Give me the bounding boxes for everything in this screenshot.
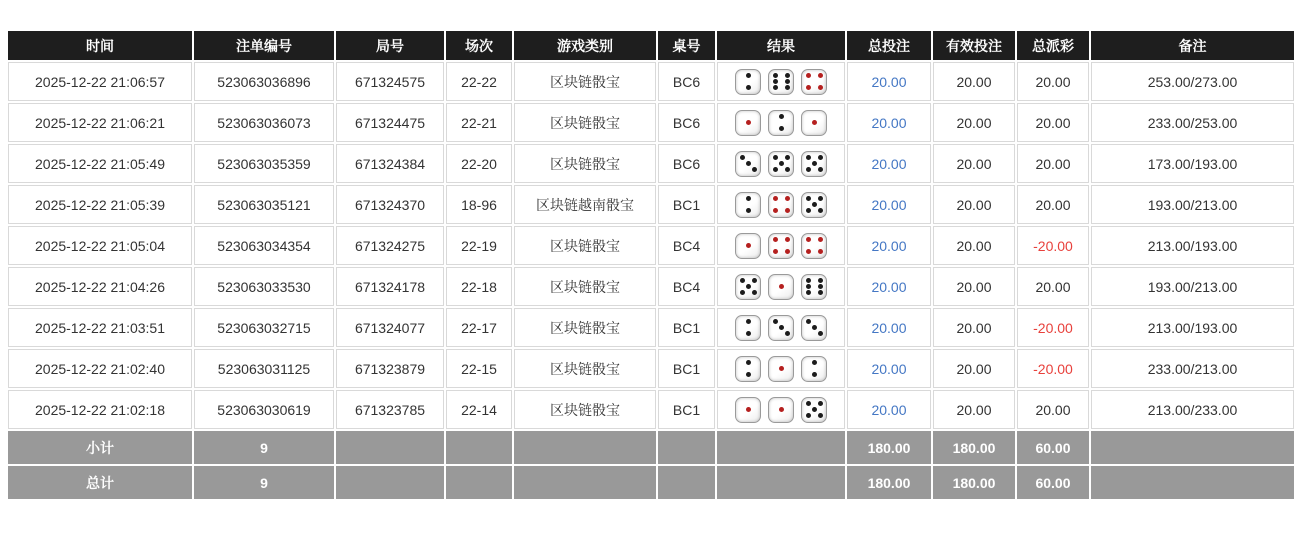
cell-total-bet[interactable]: 20.00: [847, 390, 931, 429]
subtotal-valid-bet: 180.00: [933, 431, 1015, 464]
die-1-icon: [768, 356, 794, 382]
die-1-icon: [801, 110, 827, 136]
cell-round: 671324475: [336, 103, 444, 142]
die-3-icon: [768, 315, 794, 341]
cell-session: 22-14: [446, 390, 512, 429]
cell-result: [717, 267, 845, 306]
cell-valid-bet: 20.00: [933, 144, 1015, 183]
subtotal-empty: [658, 431, 715, 464]
cell-result: [717, 103, 845, 142]
die-4-icon: [801, 69, 827, 95]
cell-table-no: BC6: [658, 62, 715, 101]
die-2-icon: [735, 69, 761, 95]
total-payout: 60.00: [1017, 466, 1089, 499]
cell-game-type: 区块链骰宝: [514, 62, 656, 101]
die-5-icon: [768, 151, 794, 177]
die-1-icon: [768, 397, 794, 423]
cell-table-no: BC1: [658, 390, 715, 429]
cell-table-no: BC1: [658, 185, 715, 224]
cell-round: 671324575: [336, 62, 444, 101]
cell-total-bet[interactable]: 20.00: [847, 349, 931, 388]
cell-payout: 20.00: [1017, 144, 1089, 183]
cell-total-bet[interactable]: 20.00: [847, 185, 931, 224]
cell-round: 671324077: [336, 308, 444, 347]
cell-valid-bet: 20.00: [933, 308, 1015, 347]
cell-bet-id: 523063034354: [194, 226, 334, 265]
die-5-icon: [735, 274, 761, 300]
col-session: 场次: [446, 31, 512, 60]
cell-session: 22-17: [446, 308, 512, 347]
total-empty: [514, 466, 656, 499]
cell-remark: 173.00/193.00: [1091, 144, 1294, 183]
die-5-icon: [801, 192, 827, 218]
dice-result: [735, 110, 827, 136]
cell-table-no: BC6: [658, 144, 715, 183]
cell-table-no: BC4: [658, 267, 715, 306]
die-5-icon: [801, 151, 827, 177]
cell-result: [717, 62, 845, 101]
cell-bet-id: 523063032715: [194, 308, 334, 347]
cell-bet-id: 523063035121: [194, 185, 334, 224]
die-6-icon: [801, 274, 827, 300]
cell-payout: -20.00: [1017, 308, 1089, 347]
cell-game-type: 区块链骰宝: [514, 103, 656, 142]
cell-remark: 193.00/213.00: [1091, 267, 1294, 306]
die-2-icon: [735, 192, 761, 218]
cell-payout: 20.00: [1017, 103, 1089, 142]
subtotal-label: 小计: [8, 431, 192, 464]
cell-result: [717, 185, 845, 224]
cell-valid-bet: 20.00: [933, 390, 1015, 429]
dice-result: [735, 274, 827, 300]
dice-result: [735, 315, 827, 341]
die-1-icon: [735, 397, 761, 423]
die-2-icon: [768, 110, 794, 136]
cell-result: [717, 349, 845, 388]
cell-payout: -20.00: [1017, 226, 1089, 265]
cell-table-no: BC1: [658, 349, 715, 388]
subtotal-empty: [514, 431, 656, 464]
cell-remark: 233.00/213.00: [1091, 349, 1294, 388]
cell-remark: 233.00/253.00: [1091, 103, 1294, 142]
cell-total-bet[interactable]: 20.00: [847, 144, 931, 183]
subtotal-empty: [1091, 431, 1294, 464]
cell-time: 2025-12-22 21:05:39: [8, 185, 192, 224]
total-empty: [717, 466, 845, 499]
subtotal-empty: [336, 431, 444, 464]
subtotal-empty: [446, 431, 512, 464]
cell-game-type: 区块链骰宝: [514, 144, 656, 183]
subtotal-payout: 60.00: [1017, 431, 1089, 464]
cell-total-bet[interactable]: 20.00: [847, 62, 931, 101]
cell-valid-bet: 20.00: [933, 267, 1015, 306]
cell-game-type: 区块链骰宝: [514, 267, 656, 306]
cell-time: 2025-12-22 21:04:26: [8, 267, 192, 306]
cell-round: 671324275: [336, 226, 444, 265]
subtotal-count: 9: [194, 431, 334, 464]
total-empty: [446, 466, 512, 499]
cell-remark: 253.00/273.00: [1091, 62, 1294, 101]
cell-bet-id: 523063036896: [194, 62, 334, 101]
cell-round: 671323785: [336, 390, 444, 429]
cell-session: 22-18: [446, 267, 512, 306]
cell-payout: 20.00: [1017, 267, 1089, 306]
dice-result: [735, 69, 827, 95]
cell-result: [717, 226, 845, 265]
cell-remark: 213.00/193.00: [1091, 308, 1294, 347]
die-4-icon: [801, 233, 827, 259]
die-1-icon: [735, 110, 761, 136]
col-game-type: 游戏类别: [514, 31, 656, 60]
table-row: [8, 267, 1294, 306]
die-5-icon: [801, 397, 827, 423]
cell-table-no: BC1: [658, 308, 715, 347]
cell-time: 2025-12-22 21:05:49: [8, 144, 192, 183]
bet-records-table: [6, 29, 1296, 501]
cell-valid-bet: 20.00: [933, 226, 1015, 265]
cell-total-bet[interactable]: 20.00: [847, 103, 931, 142]
cell-payout: -20.00: [1017, 349, 1089, 388]
die-1-icon: [735, 233, 761, 259]
col-table-no: 桌号: [658, 31, 715, 60]
die-4-icon: [768, 192, 794, 218]
table-row: [8, 62, 1294, 101]
die-1-icon: [768, 274, 794, 300]
total-count: 9: [194, 466, 334, 499]
table-row: [8, 226, 1294, 265]
cell-session: 22-21: [446, 103, 512, 142]
cell-remark: 193.00/213.00: [1091, 185, 1294, 224]
total-label: 总计: [8, 466, 192, 499]
cell-valid-bet: 20.00: [933, 103, 1015, 142]
cell-time: 2025-12-22 21:06:21: [8, 103, 192, 142]
cell-table-no: BC4: [658, 226, 715, 265]
dice-result: [735, 397, 827, 423]
table-row: [8, 103, 1294, 142]
die-2-icon: [735, 315, 761, 341]
cell-result: [717, 144, 845, 183]
total-empty: [1091, 466, 1294, 499]
die-6-icon: [768, 69, 794, 95]
col-total-bet: 总投注: [847, 31, 931, 60]
col-time: 时间: [8, 31, 192, 60]
col-round: 局号: [336, 31, 444, 60]
dice-result: [735, 192, 827, 218]
total-total-bet: 180.00: [847, 466, 931, 499]
total-empty: [658, 466, 715, 499]
die-2-icon: [801, 356, 827, 382]
cell-time: 2025-12-22 21:02:40: [8, 349, 192, 388]
cell-valid-bet: 20.00: [933, 185, 1015, 224]
cell-round: 671324178: [336, 267, 444, 306]
cell-bet-id: 523063031125: [194, 349, 334, 388]
col-bet-id: 注单编号: [194, 31, 334, 60]
cell-game-type: 区块链骰宝: [514, 349, 656, 388]
cell-total-bet[interactable]: 20.00: [847, 308, 931, 347]
cell-session: 22-22: [446, 62, 512, 101]
cell-game-type: 区块链越南骰宝: [514, 185, 656, 224]
cell-remark: 213.00/193.00: [1091, 226, 1294, 265]
table-row: [8, 144, 1294, 183]
cell-round: 671324370: [336, 185, 444, 224]
die-3-icon: [735, 151, 761, 177]
dice-result: [735, 356, 827, 382]
cell-result: [717, 308, 845, 347]
dice-result: [735, 151, 827, 177]
cell-valid-bet: 20.00: [933, 349, 1015, 388]
cell-bet-id: 523063030619: [194, 390, 334, 429]
cell-time: 2025-12-22 21:06:57: [8, 62, 192, 101]
cell-session: 18-96: [446, 185, 512, 224]
total-empty: [336, 466, 444, 499]
subtotal-row: [8, 431, 1294, 464]
cell-game-type: 区块链骰宝: [514, 390, 656, 429]
cell-session: 22-19: [446, 226, 512, 265]
cell-payout: 20.00: [1017, 390, 1089, 429]
cell-payout: 20.00: [1017, 62, 1089, 101]
total-valid-bet: 180.00: [933, 466, 1015, 499]
die-3-icon: [801, 315, 827, 341]
total-row: [8, 466, 1294, 499]
cell-session: 22-15: [446, 349, 512, 388]
cell-remark: 213.00/233.00: [1091, 390, 1294, 429]
cell-result: [717, 390, 845, 429]
dice-result: [735, 233, 827, 259]
cell-game-type: 区块链骰宝: [514, 226, 656, 265]
cell-bet-id: 523063035359: [194, 144, 334, 183]
table-row: [8, 349, 1294, 388]
cell-payout: 20.00: [1017, 185, 1089, 224]
col-valid-bet: 有效投注: [933, 31, 1015, 60]
subtotal-total-bet: 180.00: [847, 431, 931, 464]
cell-time: 2025-12-22 21:03:51: [8, 308, 192, 347]
cell-time: 2025-12-22 21:05:04: [8, 226, 192, 265]
cell-round: 671324384: [336, 144, 444, 183]
table-row: [8, 390, 1294, 429]
cell-bet-id: 523063036073: [194, 103, 334, 142]
cell-valid-bet: 20.00: [933, 62, 1015, 101]
table-row: [8, 308, 1294, 347]
subtotal-empty: [717, 431, 845, 464]
cell-total-bet[interactable]: 20.00: [847, 226, 931, 265]
cell-time: 2025-12-22 21:02:18: [8, 390, 192, 429]
col-total-payout: 总派彩: [1017, 31, 1089, 60]
cell-bet-id: 523063033530: [194, 267, 334, 306]
cell-round: 671323879: [336, 349, 444, 388]
cell-table-no: BC6: [658, 103, 715, 142]
cell-total-bet[interactable]: 20.00: [847, 267, 931, 306]
col-result: 结果: [717, 31, 845, 60]
table-header-row: [8, 31, 1294, 60]
col-remark: 备注: [1091, 31, 1294, 60]
die-4-icon: [768, 233, 794, 259]
cell-game-type: 区块链骰宝: [514, 308, 656, 347]
die-2-icon: [735, 356, 761, 382]
table-row: [8, 185, 1294, 224]
cell-session: 22-20: [446, 144, 512, 183]
